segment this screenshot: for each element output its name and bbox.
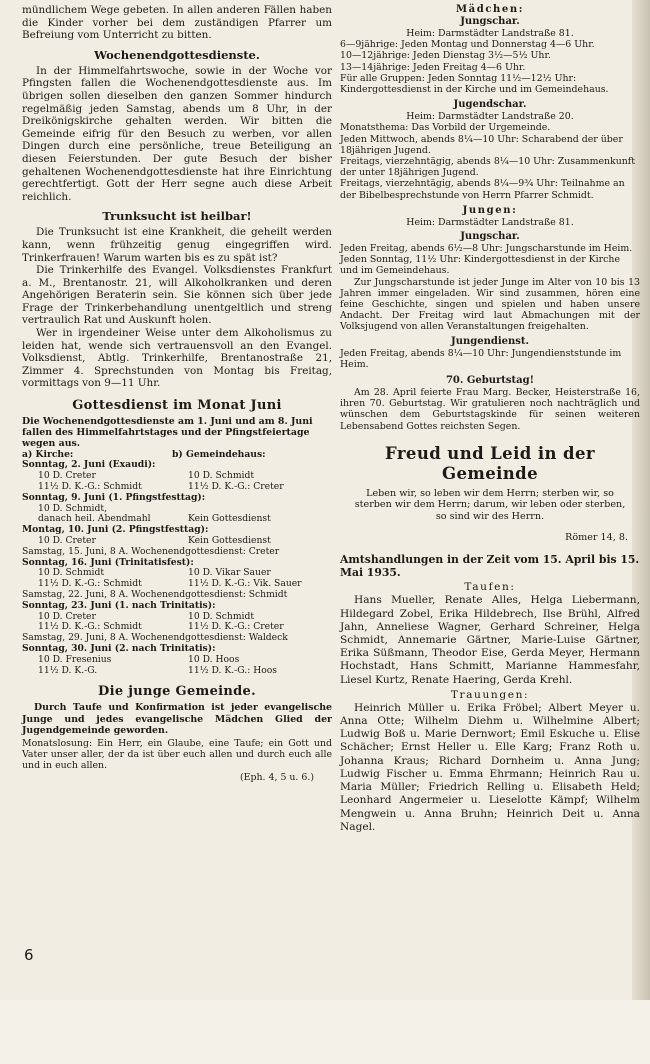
service-kirche: 10 D. Fresenius	[38, 653, 112, 665]
service-kirche: 10 D. Creter	[38, 610, 96, 622]
trauungen-heading: Trauungen:	[450, 688, 530, 701]
jungschar-heading: Jungschar.	[460, 16, 520, 27]
service-gemeindehaus: 11½ D. K.-G.: Hoos	[188, 664, 278, 676]
monatslosung: Monatslosung: Ein Herr, ein Glaube, eine Taufe; ein Gott und Vater unser aller, der da ist über euch allen und durch euch alle und in euch allen.	[22, 737, 332, 772]
jungschar-heading: Jungschar.	[460, 231, 520, 243]
intro-text: mündlichem Wege gebeten. In allen anderen Fällen haben die Kinder vorher bei dem zuständigen Pfarrer um Befreiung vom Unterricht zu bitten.	[22, 4, 332, 42]
gottesdienst-note: Die Wochenendgottesdienste am 1. Juni und am 8. Juni fallen des Himmelfahrtstages und der Pfingstfeiertage wegen aus.	[22, 416, 313, 450]
trunk-para-3: Wer in irgendeiner Weise unter dem Alkoholismus zu leiden hat, wende sich vertrauensvoll an den Evangel. Volksdienst, Abtlg. Trinkerhilfe, Brentanostraße 21, Zimmer 4. Sprechstunden von Montag bis Freitag, vormittags von 9—11 Uhr.	[22, 327, 332, 390]
service-date: Sonntag, 30. Juni (2. nach Trinitatis):	[22, 642, 216, 654]
service-row	[22, 666, 332, 677]
schedule-line: Jeden Freitag, abends 8¼—10 Uhr: Jungendienststunde im Heim.	[340, 347, 622, 370]
trunk-heading: Trunksucht ist heilbar!	[102, 209, 252, 224]
wochenend-text: In der Himmelfahrtswoche, sowie in der Woche vor Pfingsten fallen die Wochenendgottesdienste aus. Im übrigen sollen dieselben den ganzen Sommer hindurch regelmäßig jeden Samstag, abends um 8 Uhr, in der Dreikönigskirche gehalten werden. Wir bitten die Gemeinde eifrig für den Besuch zu werben, vor allen Dingen durch eine persönliche, treue Beteiligung an diesen Feierstunden. Der gute Besuch der bisher gehaltenen Wochenendgottesdienste hat ihre Einrichtung gerechtfertigt. Gott der Herr segne auch diese Arbeit reichlich.	[22, 64, 332, 203]
monatslosung-ref: (Eph. 4, 5 u. 6.)	[240, 771, 314, 783]
schedule-line: Jeden Freitag, abends 6½—8 Uhr: Jungscharstunde im Heim.	[340, 243, 633, 255]
taufen-heading: Taufen:	[464, 581, 516, 594]
service-kirche: 11½ D. K.-G.: Schmidt	[38, 578, 142, 590]
geburtstag-text: Am 28. April feierte Frau Marg. Becker, Heisterstraße 16, ihren 70. Geburtstag. Wir gratulieren noch nachträglich und wünschen dem Geburtstagskinde für seinen weiteren Lebensabend Gottes reichsten Segen.	[340, 387, 640, 432]
service-schedule	[22, 450, 332, 677]
service-kirche: 10 D. Schmidt,	[38, 502, 107, 514]
service-gemeindehaus: 11½ D. K.-G.: Vik. Sauer	[188, 578, 302, 590]
service-gemeindehaus: 10 D. Vikar Sauer	[188, 567, 271, 579]
service-kirche: 11½ D. K.-G.: Schmidt	[38, 621, 142, 633]
schedule-line: Freitags, vierzehntägig, abends 8¼—10 Uhr: Zusammenkunft der unter 18jährigen Jugend.	[340, 156, 636, 179]
jungschar-text: Zur Jungscharstunde ist jeder Junge im Alter von 10 bis 13 Jahren immer eingeladen. Wir sind zusammen, hören eine feine Geschichte, singen und spielen und haben unsere Andacht. Der Freitag wird laut Abmachungen mit der Volksjugend von allen Veranstaltungen freigehalten.	[340, 276, 640, 333]
trauungen-names: Heinrich Müller u. Erika Fröbel; Albert Meyer u. Anna Otte; Wilhelm Diehm u. Wilhelmine Albert; Ludwig Boß u. Marie Dernwort; Emil Eskuche u. Elise Schächer; Ernst Heller u. Elle Karg; Franz Roth u. Johanna Kraus; Richard Dornheim u. Anna Jung; Ludwig Fischer u. Emma Ehrmann; Heinrich Rau u. Maria Müller; Friedrich Relling u. Elisabeth Held; Leonhard Angermeier u. Lieselotte Kämpf; Wilhelm Mengwein u. Anna Bruhn; Heinrich Deit u. Anna Nagel.	[340, 701, 640, 833]
saturday-service: Samstag, 29. Juni, 8 A. Wochenendgottesdienst: Waldeck	[22, 632, 288, 644]
service-date: Sonntag, 2. Juni (Exaudi):	[22, 459, 156, 471]
service-kirche: 11½ D. K.-G.: Schmidt	[38, 481, 142, 493]
service-gemeindehaus: Kein Gottesdienst	[188, 513, 271, 525]
schedule-line: 10—12jährige: Jeden Dienstag 3½—5½ Uhr.	[340, 50, 551, 62]
service-kirche: 10 D. Schmidt	[38, 567, 105, 579]
maedchen-heading: Mädchen:	[455, 4, 525, 15]
service-gemeindehaus: 11½ D. K.-G.: Creter	[188, 481, 284, 493]
left-column	[22, 4, 332, 783]
schedule-line: Jeden Sonntag, 11½ Uhr: Kindergottesdienst in der Kirche und im Gemeindehaus.	[340, 254, 620, 277]
service-kirche: 11½ D. K.-G.	[38, 664, 98, 676]
jugendschar-heading: Jugendschar.	[453, 99, 527, 111]
taufen-names: Hans Mueller, Renate Alles, Helga Liebermann, Hildegard Zobel, Erika Hildebrech, Ilse Brühl, Alfred Jahn, Anneliese Wagner, Gerhard Schreiner, Helga Schmidt, Annemarie Gärtner, Marie-Luise Gärtner, Erika Süßmann, Theodor Eise, Gerda Meyer, Hermann Hochstadt, Hans Schmitt, Marianne Hammesfahr, Liesel Kurtz, Renate Haering, Gerda Krehl.	[340, 594, 640, 686]
page-number: 6	[24, 946, 34, 964]
heim-address: Heim: Darmstädter Landstraße 20.	[406, 111, 574, 123]
geburtstag-heading: 70. Geburtstag!	[445, 375, 535, 387]
trunk-para-1: Die Trunksucht ist eine Krankheit, die geheilt werden kann, wenn frühzeitig genug eingegriffen wird. Trinkerfrauen! Warum warten bis es zu spät ist?	[22, 226, 332, 264]
junge-gemeinde-text: Durch Taufe und Konfirmation ist jeder evangelische Junge und jedes evangelische Mädchen Glied der Jugendgemeinde geworden.	[22, 702, 332, 736]
amtshandlungen-heading: Amtshandlungen in der Zeit vom 15. April bis 15. Mai 1935.	[340, 553, 640, 580]
service-kirche: 10 D. Creter	[38, 535, 96, 547]
jungendienst-heading: Jungendienst.	[450, 335, 530, 347]
service-gemeindehaus: 10 D. Schmidt	[188, 610, 255, 622]
service-kirche: danach heil. Abendmahl	[38, 513, 151, 525]
service-kirche: 10 D. Creter	[38, 470, 96, 482]
service-gemeindehaus: 11½ D. K.-G.: Creter	[188, 621, 284, 633]
monatsthema: Monatsthema: Das Vorbild der Urgemeinde.	[340, 122, 551, 134]
schedule-line: 6—9jährige: Jeden Montag und Donnerstag 4—6 Uhr.	[340, 39, 595, 51]
service-gemeindehaus: 10 D. Hoos	[188, 653, 240, 665]
service-gemeindehaus: Kein Gottesdienst	[188, 535, 271, 547]
service-row	[22, 655, 332, 666]
right-column	[340, 4, 640, 834]
service-date: Sonntag, 23. Juni (1. nach Trinitatis):	[22, 599, 216, 611]
service-date: Sonntag, 9. Juni (1. Pfingstfesttag):	[22, 491, 206, 503]
bible-verse-ref: Römer 14, 8.	[565, 532, 628, 544]
junge-gemeinde-heading: Die junge Gemeinde.	[98, 684, 256, 700]
schedule-line: Für alle Gruppen: Jeden Sonntag 11½—12½ Uhr: Kindergottesdienst in der Kirche und im Gemeindehaus.	[340, 72, 609, 96]
schedule-line: Freitags, vierzehntägig, abends 8¼—9¾ Uhr: Teilnahme an der Bibelbesprechstunde von Herrn Pfarrer Schmidt.	[340, 178, 625, 201]
service-date: Montag, 10. Juni (2. Pfingstfesttag):	[22, 524, 209, 536]
service-date: Sonntag, 16. Juni (Trinitatisfest):	[22, 556, 194, 568]
service-gemeindehaus: 10 D. Schmidt	[188, 470, 255, 482]
schedule-line: Jeden Mittwoch, abends 8¼—10 Uhr: Scharabend der über 18jährigen Jugend.	[340, 133, 623, 156]
saturday-service: Samstag, 22. Juni, 8 A. Wochenendgottesdienst: Schmidt	[22, 589, 288, 600]
bible-verse: Leben wir, so leben wir dem Herrn; sterben wir, so sterben wir dem Herrn; darum, wir leben oder sterben, so sind wir des Herrn.	[354, 487, 626, 523]
heim-address: Heim: Darmstädter Landstraße 81.	[406, 216, 574, 228]
gottesdienst-heading: Gottesdienst im Monat Juni	[72, 398, 282, 414]
trunk-para-2: Die Trinkerhilfe des Evangel. Volksdienstes Frankfurt a. M., Brentanostr. 21, will Alkoholkranken und deren Angehörigen Beraterin sein. Sie können sich über jede Frage der Trinkerbehandlung unentgeltlich und streng vertraulich Rat und Auskunft holen.	[22, 264, 332, 327]
wochenend-heading: Wochenendgottesdienste.	[94, 47, 260, 62]
column-gemeindehaus: b) Gemeindehaus:	[172, 448, 266, 460]
jungen-heading: Jungen:	[462, 204, 518, 216]
heim-address: Heim: Darmstädter Landstraße 81.	[406, 28, 574, 39]
column-kirche: a) Kirche:	[22, 448, 74, 460]
schedule-line: 13—14jährige: Jeden Freitag 4—6 Uhr.	[340, 61, 526, 73]
freud-leid-heading: Freud und Leid in der Gemeinde	[385, 443, 595, 483]
saturday-service: Samstag, 15. Juni, 8 A. Wochenendgottesdienst: Creter	[22, 545, 280, 557]
